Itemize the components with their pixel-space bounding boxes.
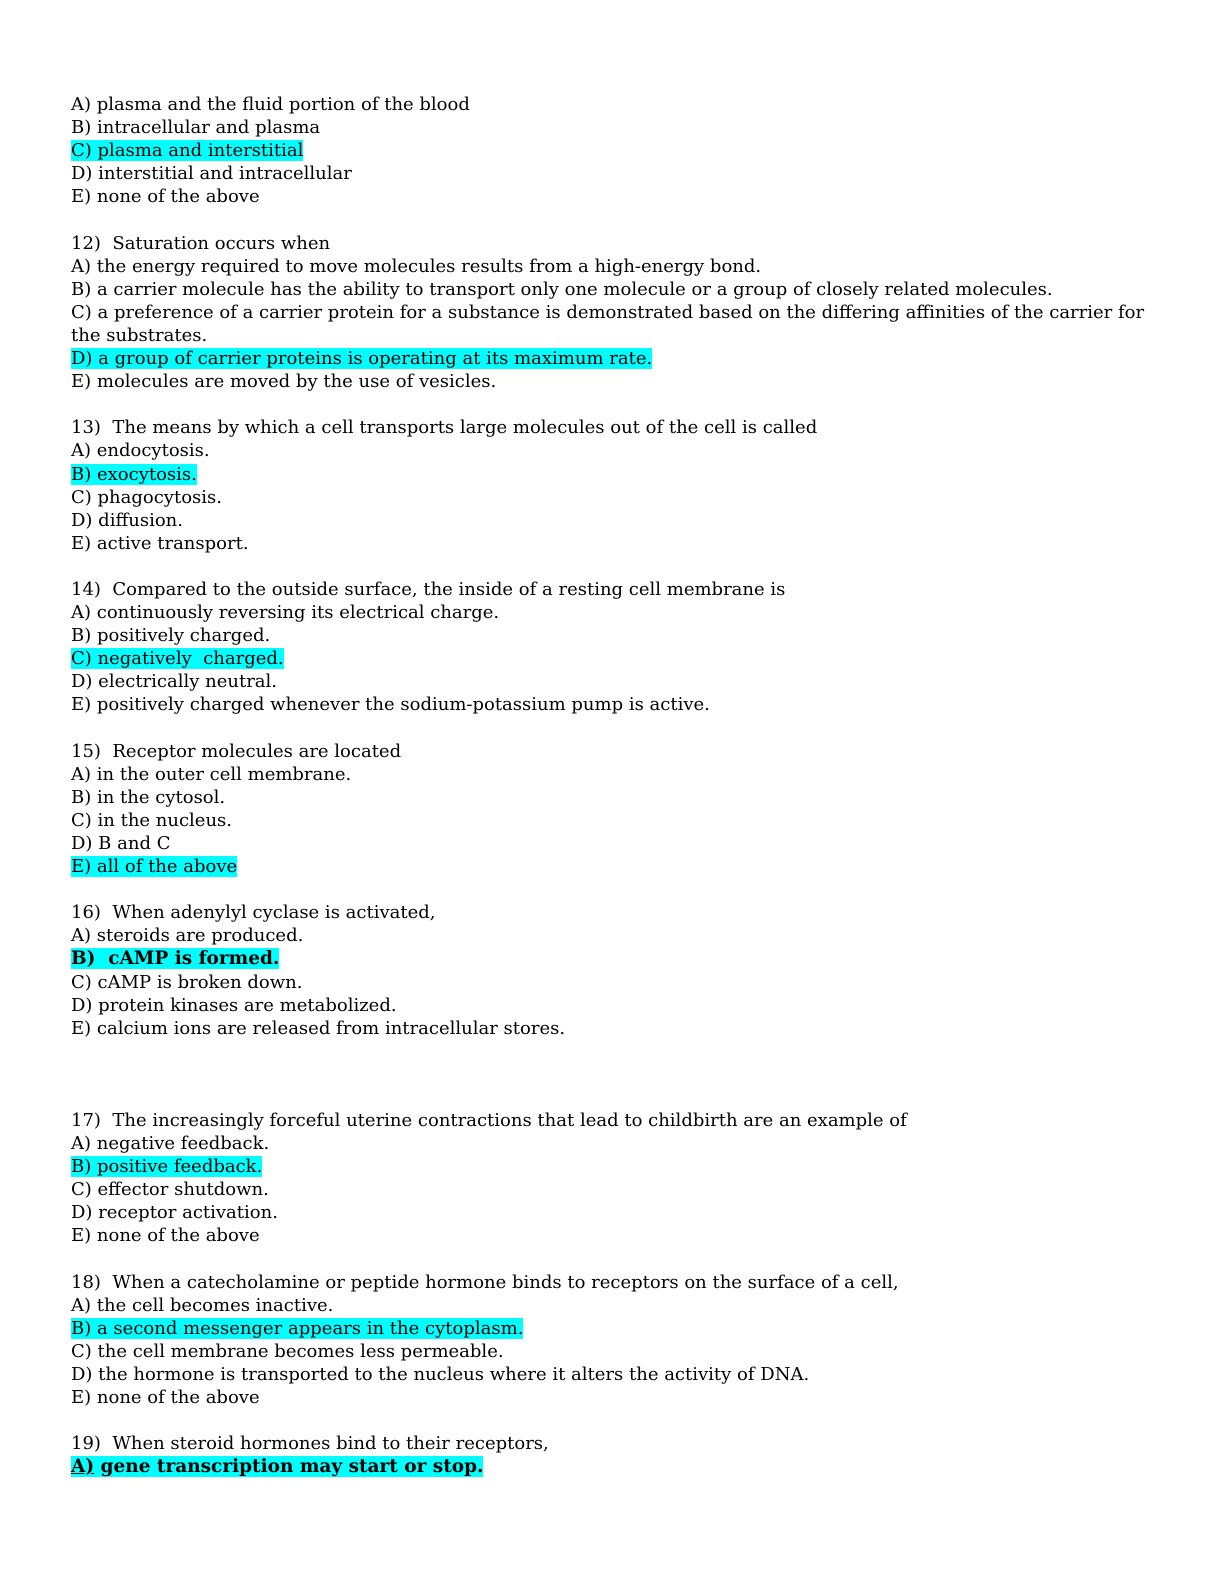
q15-option-d: D) B and C xyxy=(71,833,171,854)
q12-stem: 12) Saturation occurs when xyxy=(71,232,331,254)
q11-option-a: A) plasma and the fluid portion of the blood xyxy=(71,94,470,115)
question-16 xyxy=(71,901,1151,1040)
question-12 xyxy=(71,232,1151,394)
q18-option-c: C) the cell membrane becomes less permeable. xyxy=(71,1340,504,1362)
q17-option-e: E) none of the above xyxy=(71,1225,260,1247)
question-18 xyxy=(71,1271,1151,1410)
q14-option-d: D) electrically neutral. xyxy=(71,671,278,693)
q16-option-e: E) calcium ions are released from intracellular stores. xyxy=(71,1017,566,1039)
q12-option-a: A) the energy required to move molecules results from a high-energy bond. xyxy=(71,255,762,277)
q13-option-c: C) phagocytosis. xyxy=(71,486,222,508)
q15-option-a: A) in the outer cell membrane. xyxy=(71,763,352,785)
q18-option-e: E) none of the above xyxy=(71,1386,260,1408)
q15-stem: 15) Receptor molecules are located xyxy=(71,740,402,762)
q11-option-c-highlighted: C) plasma and interstitial xyxy=(71,140,304,162)
q12-option-b: B) a carrier molecule has the ability to transport only one molecule or a group of closely related molecules. xyxy=(71,278,1053,300)
q18-option-d: D) the hormone is transported to the nucleus where it alters the activity of DNA. xyxy=(71,1363,810,1385)
q16-option-b-highlighted: B) cAMP is formed. xyxy=(71,948,280,970)
q14-option-a: A) continuously reversing its electrical charge. xyxy=(71,602,500,624)
q11-option-e: E) none of the above xyxy=(71,186,260,208)
q13-stem: 13) The means by which a cell transports large molecules out of the cell is called xyxy=(71,417,818,439)
q15-option-c: C) in the nucleus. xyxy=(71,809,233,831)
q17-option-c: C) effector shutdown. xyxy=(71,1179,269,1201)
q15-option-e-highlighted: E) all of the above xyxy=(71,856,238,878)
document-page xyxy=(71,93,1151,1478)
q17-stem: 17) The increasingly forceful uterine contractions that lead to childbirth are an example of xyxy=(71,1109,907,1131)
q19-stem: 19) When steroid hormones bind to their receptors, xyxy=(71,1433,549,1455)
q19-option-a-highlighted xyxy=(71,1456,483,1477)
q17-option-a: A) negative feedback. xyxy=(71,1132,270,1154)
q11-option-b: B) intracellular and plasma xyxy=(71,117,321,139)
q11-option-d: D) interstitial and intracellular xyxy=(71,163,352,185)
q19-option-a-letter: A) xyxy=(71,1456,95,1478)
q13-option-a: A) endocytosis. xyxy=(71,440,210,462)
question-15 xyxy=(71,740,1151,879)
q16-option-a: A) steroids are produced. xyxy=(71,925,304,947)
question-11-options xyxy=(71,93,1151,208)
q16-option-c: C) cAMP is broken down. xyxy=(71,971,303,993)
q14-option-e: E) positively charged whenever the sodium-potassium pump is active. xyxy=(71,694,710,716)
q14-stem: 14) Compared to the outside surface, the inside of a resting cell membrane is xyxy=(71,578,786,600)
q12-option-d-highlighted: D) a group of carrier proteins is operating at its maximum rate. xyxy=(71,348,653,370)
q18-option-a: A) the cell becomes inactive. xyxy=(71,1294,334,1316)
q19-option-a-text: gene transcription may start or stop. xyxy=(94,1456,484,1478)
q12-option-e: E) molecules are moved by the use of vesicles. xyxy=(71,371,497,393)
q17-option-d: D) receptor activation. xyxy=(71,1202,278,1224)
q13-option-e: E) active transport. xyxy=(71,532,249,554)
q15-option-b: B) in the cytosol. xyxy=(71,786,226,808)
question-19 xyxy=(71,1432,1151,1478)
q18-stem: 18) When a catecholamine or peptide hormone binds to receptors on the surface of a cell, xyxy=(71,1271,899,1293)
q14-option-c-highlighted: C) negatively charged. xyxy=(71,648,284,670)
question-14 xyxy=(71,578,1151,717)
q16-option-d: D) protein kinases are metabolized. xyxy=(71,994,397,1016)
q16-stem: 16) When adenylyl cyclase is activated, xyxy=(71,902,436,924)
q14-option-b: B) positively charged. xyxy=(71,625,271,647)
question-17 xyxy=(71,1109,1151,1248)
question-13 xyxy=(71,416,1151,555)
q12-option-c: C) a preference of a carrier protein for a substance is demonstrated based on the differing affinities of the carrier for the substrates. xyxy=(71,301,1145,346)
q13-option-b-highlighted: B) exocytosis. xyxy=(71,463,197,485)
q18-option-b-highlighted: B) a second messenger appears in the cytoplasm. xyxy=(71,1317,524,1339)
q17-option-b-highlighted: B) positive feedback. xyxy=(71,1156,263,1178)
q13-option-d: D) diffusion. xyxy=(71,509,183,531)
